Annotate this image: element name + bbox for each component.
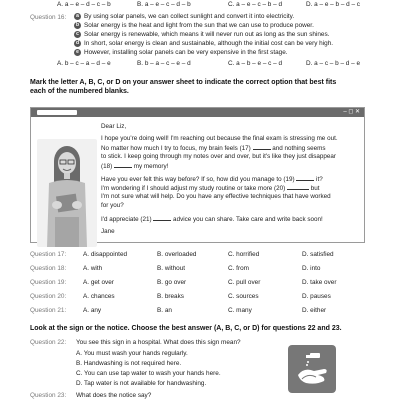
q22-label: Question 22: [30, 339, 67, 346]
q18-option-b[interactable]: B. without [157, 265, 186, 272]
q20-option-b[interactable]: B. breaks [157, 293, 184, 300]
q19-option-a[interactable]: A. get over [83, 279, 114, 286]
q18-label: Question 18: [30, 265, 67, 272]
letter-e-badge: e [74, 49, 81, 56]
q18-option-a[interactable]: A. with [83, 265, 103, 272]
q22-option-b[interactable]: B. Handwashing is not required here. [76, 360, 182, 367]
instruction-signs: Look at the sign or the notice. Choose the best answer (A, B, C, or D) for questions 22 and 23. [30, 325, 342, 332]
q22-option-d[interactable]: D. Tap water is not available for handwashing. [76, 380, 207, 387]
handwashing-icon [288, 345, 336, 393]
email-p2-line-3: I'm not sure what will help. Do you have any effective techniques that have worked [101, 193, 331, 200]
email-p1-line-3: to stick. I keep going through my notes over and over, but it's like they just disappear [101, 153, 337, 160]
q16-label: Question 16: [30, 14, 67, 21]
q15-option-b[interactable]: B. a – e – c – d – b [137, 1, 191, 8]
q15-option-d[interactable]: D. a – e – b – d – c [306, 1, 360, 8]
q21-option-b[interactable]: B. an [157, 307, 172, 314]
girl-illustration [37, 139, 97, 247]
email-p2-line-4: for you? [101, 202, 124, 209]
q19-option-c[interactable]: C. pull over [228, 279, 261, 286]
blank-20[interactable] [287, 184, 309, 190]
q19-label: Question 19: [30, 279, 67, 286]
student-photo [37, 139, 97, 247]
q22-option-a[interactable]: A. You must wash your hands regularly. [76, 350, 188, 357]
q20-option-d[interactable]: D. pauses [302, 293, 331, 300]
q16-line-a: a By using solar panels, we can collect sunlight and convert it into electricity. [74, 13, 294, 20]
email-title-bar [31, 108, 364, 117]
q16-line-b: b Solar energy is the heat and light from the sun that we can use to produce power. [75, 22, 314, 30]
q17-label: Question 17: [30, 251, 67, 258]
email-greeting: Dear Liz, [101, 123, 127, 130]
q17-option-b[interactable]: B. overloaded [157, 251, 197, 258]
email-address-field [37, 110, 77, 115]
q20-label: Question 20: [30, 293, 67, 300]
q18-option-c[interactable]: C. from [228, 265, 249, 272]
q19-option-b[interactable]: B. go over [157, 279, 187, 286]
letter-c-badge: c [74, 31, 81, 38]
q17-option-c[interactable]: C. horrified [228, 251, 260, 258]
q16-option-d[interactable]: D. a – c – b – d – e [306, 60, 360, 67]
email-p1-line-2: No matter how much I try to focus, my brain feels (17) and nothing seems [101, 145, 326, 152]
instruction-line-1: Mark the letter A, B, C, or D on your answer sheet to indicate the correct option that best fits [30, 79, 337, 86]
email-p3: I'd appreciate (21) advice you can share. Take care and write back soon! [101, 216, 323, 223]
q16-option-c[interactable]: C. a – b – e – c – d [228, 60, 282, 67]
q21-option-d[interactable]: D. either [302, 307, 327, 314]
q19-option-d[interactable]: D. take over [302, 279, 337, 286]
blank-18[interactable] [114, 162, 132, 168]
q16-option-b[interactable]: B. b – a – c – e – d [137, 60, 191, 67]
q15-option-a[interactable]: A. a – e – d – c – b [57, 1, 111, 8]
q21-option-a[interactable]: A. any [83, 307, 102, 314]
q16-line-e: e However, installing solar panels can be very expensive in the first stage. [74, 49, 288, 56]
q21-label: Question 21: [30, 307, 67, 314]
q16-line-d: d In short, solar energy is clean and sustainable, although the initial cost can be very high. [75, 40, 334, 48]
q17-option-a[interactable]: A. disappointed [83, 251, 128, 258]
q15-option-c[interactable]: C. a – e – c – b – d [228, 1, 282, 8]
q23-label: Question 23: [30, 392, 67, 399]
q20-option-c[interactable]: C. sources [228, 293, 259, 300]
q22-option-c[interactable]: C. You can use tap water to wash your hands here. [76, 370, 221, 377]
email-p1-line-1: I hope you're doing well! I'm reaching out because the final exam is stressing me out. [101, 135, 338, 142]
email-p2-line-1: Have you ever felt this way before? If so, how did you manage to (19) it? [101, 176, 323, 183]
q21-option-c[interactable]: C. many [228, 307, 252, 314]
q23-prompt: What does the notice say? [76, 392, 152, 399]
email-signoff: Jane [101, 228, 115, 235]
q16-line-c: c Solar energy is renewable, which means it will never run out as long as the sun shines. [74, 31, 329, 38]
q16-option-a[interactable]: A. b – c – a – d – e [57, 60, 111, 67]
blank-17[interactable] [253, 144, 271, 150]
instruction-line-2: each of the numbered blanks. [30, 88, 129, 95]
letter-d-badge: d [75, 40, 80, 46]
email-window [30, 107, 365, 243]
q18-option-d[interactable]: D. into [302, 265, 321, 272]
blank-21[interactable] [153, 215, 171, 221]
q17-option-d[interactable]: D. satisfied [302, 251, 334, 258]
handwashing-sign [288, 345, 336, 393]
email-p2-line-2: I'm wondering if I should adjust my study routine or take more (20) but [101, 185, 320, 192]
q22-prompt: You see this sign in a hospital. What does this sign mean? [76, 339, 241, 346]
blank-19[interactable] [296, 175, 314, 181]
letter-a-badge: a [74, 13, 81, 20]
window-controls-icon[interactable]: – ◻ ✕ [343, 109, 360, 115]
email-p1-line-4: (18) my memory! [101, 163, 169, 170]
q20-option-a[interactable]: A. chances [83, 293, 115, 300]
letter-b-badge: b [75, 22, 80, 28]
